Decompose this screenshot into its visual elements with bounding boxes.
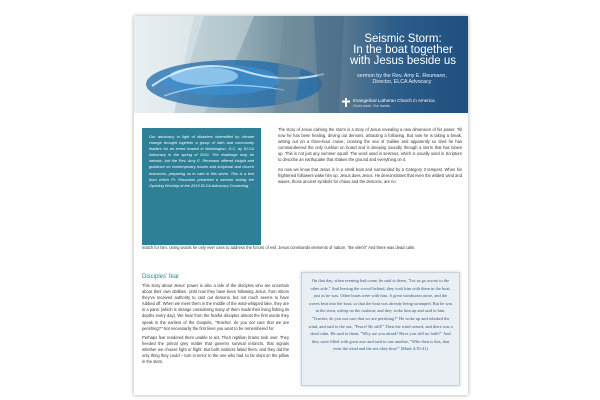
intro-column [278, 127, 462, 188]
paragraph-text: This story about Jesus' power is also a tale of the disciples who are uncertain about their own abilities. Until now they have been following Jesus, from whom they've received authority to cast out demons, but not much seems to have rubbed off. When we meet them in the middle of the wind-whipped lake, they are in a panic (which is strange considering many of them made their living fishing its depths every day). We hear from the fearful disciples almost the first words they speak in the earliest of the Gospels, [142, 283, 289, 325]
article-title [344, 34, 462, 67]
byline-line: Director, ELCA Advocacy [372, 79, 432, 86]
elca-logo [342, 98, 462, 110]
sidebar-text: Our advocacy in light of disasters intensified by climate change brought together a group of faith and community leaders for an event hosted in Washington, D.C. by ELCA Advocacy in the spring of 2019. The challenge may be seismic, but the Rev. Amy E. Reumann offered insight and guidance on contemporary issues and scriptural and church resources, preparing us to care in this storm. This is a text from which Pr. Reumann preached a sermon during the Opening Worship of the 2019 ELCA Advocacy Convening. [149, 134, 254, 188]
inline-quote: "Teacher, do you not care that we are perishing?" [142, 319, 289, 331]
title-line: with Jesus beside us [349, 55, 457, 67]
scripture-text: On that day, when evening had come, he said to them, "Let us go across to the other side." And leaving the crowd behind, they took him with them in the boat, just as he was. Other boats were with him. A great windstorm arose, and the waves beat into the boat, so that the boat was already being swamped. But he was in the stern, asleep on the cushion; and they woke him up and said to him, "Teacher, do you not care that we are perishing?" He woke up and rebuked the wind, and said to the sea, "Peace! Be still!" Then the wind ceased, and there was a dead calm. He said to them, "Why are you afraid? Have you still no faith?" And they were filled with great awe and said to one another, "Who then is this, that even the wind and the sea obey him?" (Mark 4:35-41) [308, 278, 453, 352]
byline-line: sermon by the Rev. Amy E. Reumann, [357, 73, 447, 79]
byline [346, 73, 458, 85]
paragraph: The story of Jesus calming the storm is a story of Jesus revealing a new dimension of his power. Till now he has been healing, driving out demons, attracting a following. But now he is taking a break, setting out on a three-hour cruise, crossing the sea of Galilee and apparently so tired he has commandeered the only cushion on board and is sleeping soundly through a storm that has blown up. This is not just any summer squall. The word used is seismos, which is usually used in Scripture to describe an earthquake that shakes the ground and everything on it. [278, 127, 462, 163]
scripture-quote-box [301, 272, 460, 386]
section-heading: Disciples' fear [142, 274, 180, 280]
intro-sidebar [142, 128, 261, 245]
full-width-text [142, 245, 462, 251]
paragraph: Perhaps fear rendered them unable to act. Their reptilian brains took over. They heeded the primal grey matter that governs survival instincts, that signals whether we choose fight or flight. But both instincts failed them, and they did the only thing they could – turn in terror to the one who had so far slept on the pillow in the stern. [142, 334, 289, 365]
paragraph-text: Not necessarily the first lines you want to be remembered for. [163, 325, 275, 331]
cross-logo-icon [342, 98, 350, 107]
section-column [142, 274, 289, 368]
logo-tagline: God's work. Our hands. [353, 104, 391, 108]
paragraph-continued: match for him. Using words he only ever uses to address the forces of evil, Jesus commands elements of nature, "Be silent!" And there was dead calm. [142, 245, 416, 250]
paragraph [142, 283, 289, 332]
title-line: In the boat together [353, 44, 453, 56]
header-banner [134, 16, 468, 113]
logo-name: Evangelical Lutheran Church in America [353, 98, 435, 103]
document-page [134, 16, 468, 395]
title-line: Seismic Storm: [364, 33, 442, 45]
paragraph: So now we know that Jesus is in a small boat and surrounded by a Category 3 tempest. When his frightened followers wake him up, Jesus does Jesus. He demonstrates that even the wildest wind and waves, those ancient symbols for chaos and the demonic, are no [278, 166, 462, 184]
